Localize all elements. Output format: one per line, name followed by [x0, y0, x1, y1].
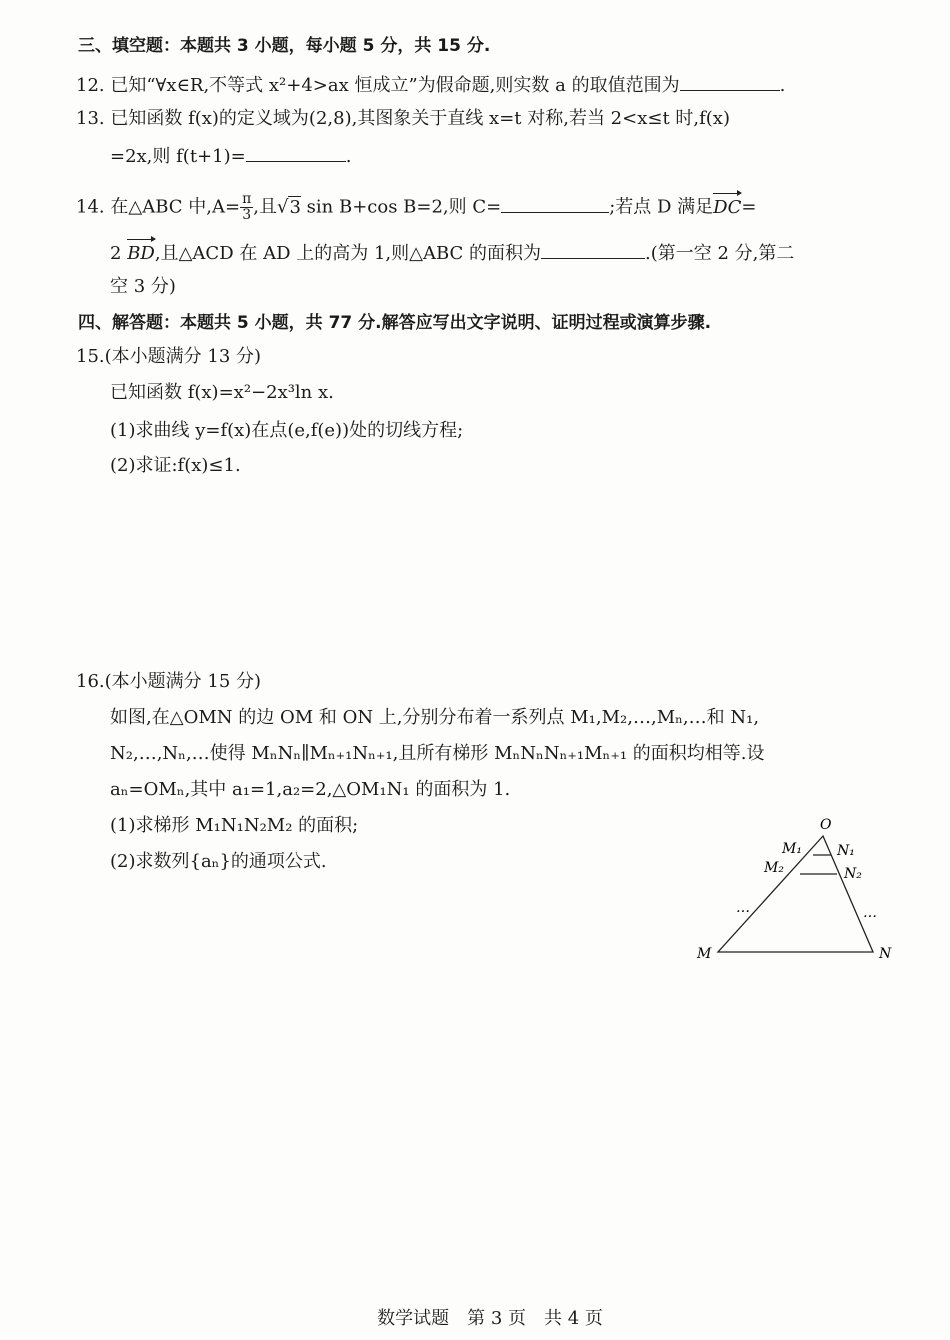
- question-15-part1: (1)求曲线 y=f(x)在点(e,f(e))处的切线方程;: [110, 420, 464, 441]
- question-14-line3: 空 3 分): [110, 276, 176, 297]
- question-12: 12. 已知“∀x∈R,不等式 x²+4>ax 恒成立”为假命题,则实数 a 的取值范围为 .: [76, 72, 785, 98]
- section4-header: 四、解答题：本题共 5 小题，共 77 分.解答应写出文字说明、证明过程或演算步骤.: [78, 313, 712, 333]
- label-m: M: [697, 946, 712, 962]
- label-dots-right: …: [863, 905, 877, 921]
- label-o: O: [820, 817, 832, 833]
- question-15-stem: 已知函数 f(x)=x²−2x³ln x.: [110, 382, 334, 403]
- section3-header: 三、填空题：本题共 3 小题，每小题 5 分，共 15 分.: [78, 36, 491, 56]
- question-16-part1: (1)求梯形 M₁N₁N₂M₂ 的面积;: [110, 815, 359, 836]
- question-13-line1: 13. 已知函数 f(x)的定义域为(2,8),其图象关于直线 x=t 对称,若当 2<x≤t 时,f(x): [76, 108, 730, 129]
- label-m2: M₂: [764, 860, 784, 876]
- question-15-title: 15.(本小题满分 13 分): [76, 346, 262, 367]
- question-14-line2: 2 BD,且△ACD 在 AD 上的高为 1,则△ABC 的面积为 .(第一空 2 分,第二: [110, 240, 794, 266]
- question-16-line2: N₂,…,Nₙ,…使得 MₙNₙ∥Mₙ₊₁Nₙ₊₁,且所有梯形 MₙNₙNₙ₊₁Mₙ₊₁ 的面积均相等.设: [110, 743, 765, 764]
- label-m1: M₁: [782, 841, 802, 857]
- question-16-line1: 如图,在△OMN 的边 OM 和 ON 上,分别分布着一系列点 M₁,M₂,…,Mₙ,…和 N₁,: [110, 707, 760, 728]
- question-15-part2: (2)求证:f(x)≤1.: [110, 455, 241, 476]
- question-16-line3: aₙ=OMₙ,其中 a₁=1,a₂=2,△OM₁N₁ 的面积为 1.: [110, 779, 511, 800]
- label-n1: N₁: [837, 843, 855, 859]
- label-n2: N₂: [844, 866, 862, 882]
- page-footer: 数学试题 第 3 页 共 4 页: [377, 1308, 603, 1329]
- fraction: $\frac{\pi}{3}$: [242, 191, 252, 223]
- label-dots-left: …: [736, 900, 750, 916]
- question-14-line1: 14. 在△ABC 中,A= $\frac{\pi}{3}$,且√3 sin B+cos B=2,则 C= ;若点 D 满足DC=: [76, 191, 757, 223]
- question-13-line2: =2x,则 f(t+1)= .: [110, 143, 351, 169]
- question-16-part2: (2)求数列{aₙ}的通项公式.: [110, 851, 327, 872]
- question-16-title: 16.(本小题满分 15 分): [76, 671, 262, 692]
- label-n: N: [879, 946, 892, 962]
